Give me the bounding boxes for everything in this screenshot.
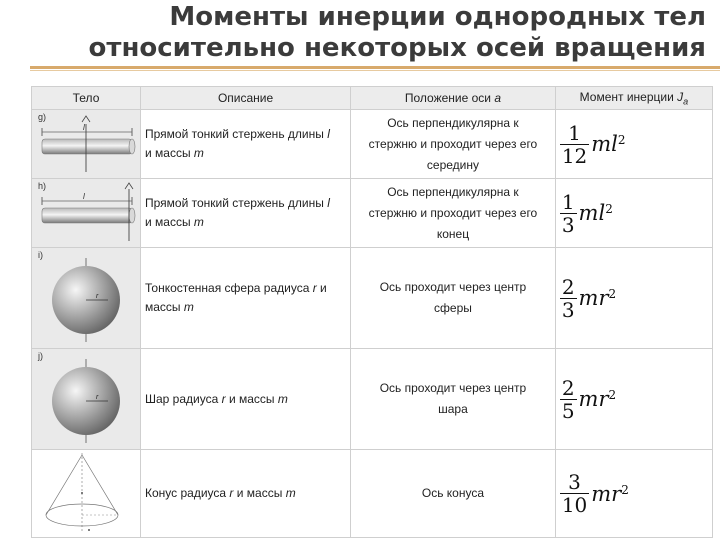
table-row <box>32 248 713 349</box>
title-line-1: Моменты инерции однородных тел <box>169 2 706 32</box>
row-tag: i) <box>38 250 43 260</box>
description-text-2: и массы <box>145 215 194 229</box>
header-description: Описание <box>141 87 351 110</box>
header-moment-var: J <box>677 89 684 104</box>
description-var-m: m <box>285 486 296 500</box>
fraction-denominator: 3 <box>561 297 575 322</box>
formula-variables: ml <box>591 132 618 156</box>
description-cell <box>141 248 351 349</box>
title-underline <box>30 66 720 69</box>
slide-title <box>0 0 706 64</box>
description-var-m: m <box>277 391 288 406</box>
description-text: Тонкостенная сфера радиуса <box>145 281 313 295</box>
svg-text:l: l <box>83 192 85 201</box>
axis-line-2: стержню и проходит через его <box>368 136 538 151</box>
formula-variables: mr <box>578 286 609 310</box>
fraction-numerator: 1 <box>568 120 581 145</box>
fraction-denominator: 12 <box>561 143 588 168</box>
fraction <box>560 191 577 236</box>
fraction-denominator: 3 <box>561 212 575 237</box>
description-var-l: l <box>327 196 330 210</box>
fraction <box>560 377 577 422</box>
description-text-2: и массы <box>225 391 278 406</box>
description-text-2: массы <box>145 300 184 314</box>
table-row <box>32 110 713 179</box>
description-var-r: r <box>229 486 234 500</box>
axis-line-2: сферы <box>434 301 472 315</box>
formula-variables: mr <box>591 481 622 506</box>
description-cell <box>141 179 351 248</box>
table-row <box>32 179 713 248</box>
axis-line-2: стержню и проходит через его <box>368 205 538 220</box>
description-cell <box>141 110 351 179</box>
header-axis-var: a <box>494 91 502 105</box>
description-text: Шар радиуса <box>145 391 222 406</box>
fraction <box>560 122 589 167</box>
fraction-denominator: 10 <box>561 493 588 517</box>
axis-cell <box>351 349 556 450</box>
axis-line-1: Ось проходит через центр <box>379 381 527 395</box>
solid-sphere-illustration <box>36 351 136 447</box>
header-body: Тело <box>32 87 141 110</box>
axis-line-1: Ось конуса <box>421 486 485 500</box>
svg-text:l: l <box>83 123 85 132</box>
description-var-r: r <box>221 391 226 406</box>
body-cell <box>32 248 141 349</box>
description-var-m: m <box>183 300 194 314</box>
axis-line-2: шара <box>438 402 468 416</box>
formula-power: 2 <box>617 133 626 147</box>
header-moment-sub: a <box>683 96 689 107</box>
fraction-numerator: 2 <box>561 274 575 299</box>
sphere-shell-illustration <box>36 250 136 346</box>
axis-line-3: середину <box>426 157 479 172</box>
description-var-m: m <box>193 215 204 229</box>
formula-variables: ml <box>578 201 606 225</box>
moment-cell <box>555 179 712 248</box>
fraction-numerator: 3 <box>568 470 581 494</box>
table-row <box>32 349 713 450</box>
description-var-m: m <box>193 146 204 160</box>
axis-cell <box>351 248 556 349</box>
description-conj: и <box>316 281 327 295</box>
description-text-2: и массы <box>233 486 286 500</box>
axis-line-3: конец <box>436 226 470 241</box>
fraction-numerator: 1 <box>561 189 575 214</box>
rod-end-illustration <box>36 181 136 245</box>
body-cell <box>32 110 141 179</box>
moment-formula <box>560 191 613 236</box>
moment-formula <box>560 122 626 167</box>
formula-power: 2 <box>608 388 617 402</box>
axis-cell <box>351 179 556 248</box>
description-text-2: и массы <box>145 146 194 160</box>
svg-text:r: r <box>96 293 99 300</box>
formula-power: 2 <box>605 202 613 216</box>
description-var-l: l <box>327 127 330 141</box>
axis-cell <box>351 450 556 538</box>
description-text: Прямой тонкий стержень длины <box>145 196 328 210</box>
moment-cell <box>555 248 712 349</box>
svg-text:r: r <box>96 394 99 401</box>
fraction <box>560 471 589 516</box>
title-line-2: относительно некоторых осей вращения <box>88 33 706 63</box>
axis-cell <box>351 110 556 179</box>
body-cell <box>32 179 141 248</box>
fraction <box>560 276 577 321</box>
row-tag: j) <box>38 351 43 361</box>
header-axis <box>351 87 556 110</box>
formula-power: 2 <box>608 287 617 301</box>
axis-line-1: Ось проходит через центр <box>379 280 527 294</box>
description-cell <box>141 450 351 538</box>
header-moment <box>555 87 712 110</box>
table-header-row <box>32 87 713 110</box>
cone-illustration <box>32 451 132 537</box>
description-text: Прямой тонкий стержень длины <box>145 127 328 141</box>
rod-center-illustration <box>36 112 136 176</box>
description-text: Конус радиуса <box>145 486 230 500</box>
row-tag: g) <box>38 112 47 122</box>
fraction-denominator: 5 <box>561 398 575 423</box>
moment-formula <box>560 377 616 422</box>
axis-line-1: Ось перпендикулярна к <box>387 184 519 199</box>
body-cell <box>32 349 141 450</box>
axis-line-1: Ось перпендикулярна к <box>387 115 519 130</box>
moment-cell <box>555 110 712 179</box>
moments-table <box>31 86 713 538</box>
formula-variables: mr <box>578 387 609 411</box>
row-tag: h) <box>38 181 47 191</box>
description-var-r: r <box>312 281 317 295</box>
description-cell <box>141 349 351 450</box>
moment-cell <box>555 349 712 450</box>
formula-power: 2 <box>621 482 629 497</box>
fraction-numerator: 2 <box>561 375 575 400</box>
body-cell <box>32 450 141 538</box>
header-moment-text: Момент инерции <box>579 89 678 104</box>
table-row <box>32 450 713 538</box>
moment-formula <box>560 471 629 516</box>
moment-formula <box>560 276 616 321</box>
header-axis-text: Положение оси <box>404 91 495 105</box>
title-underline-thin <box>30 70 720 71</box>
moment-cell <box>555 450 712 538</box>
